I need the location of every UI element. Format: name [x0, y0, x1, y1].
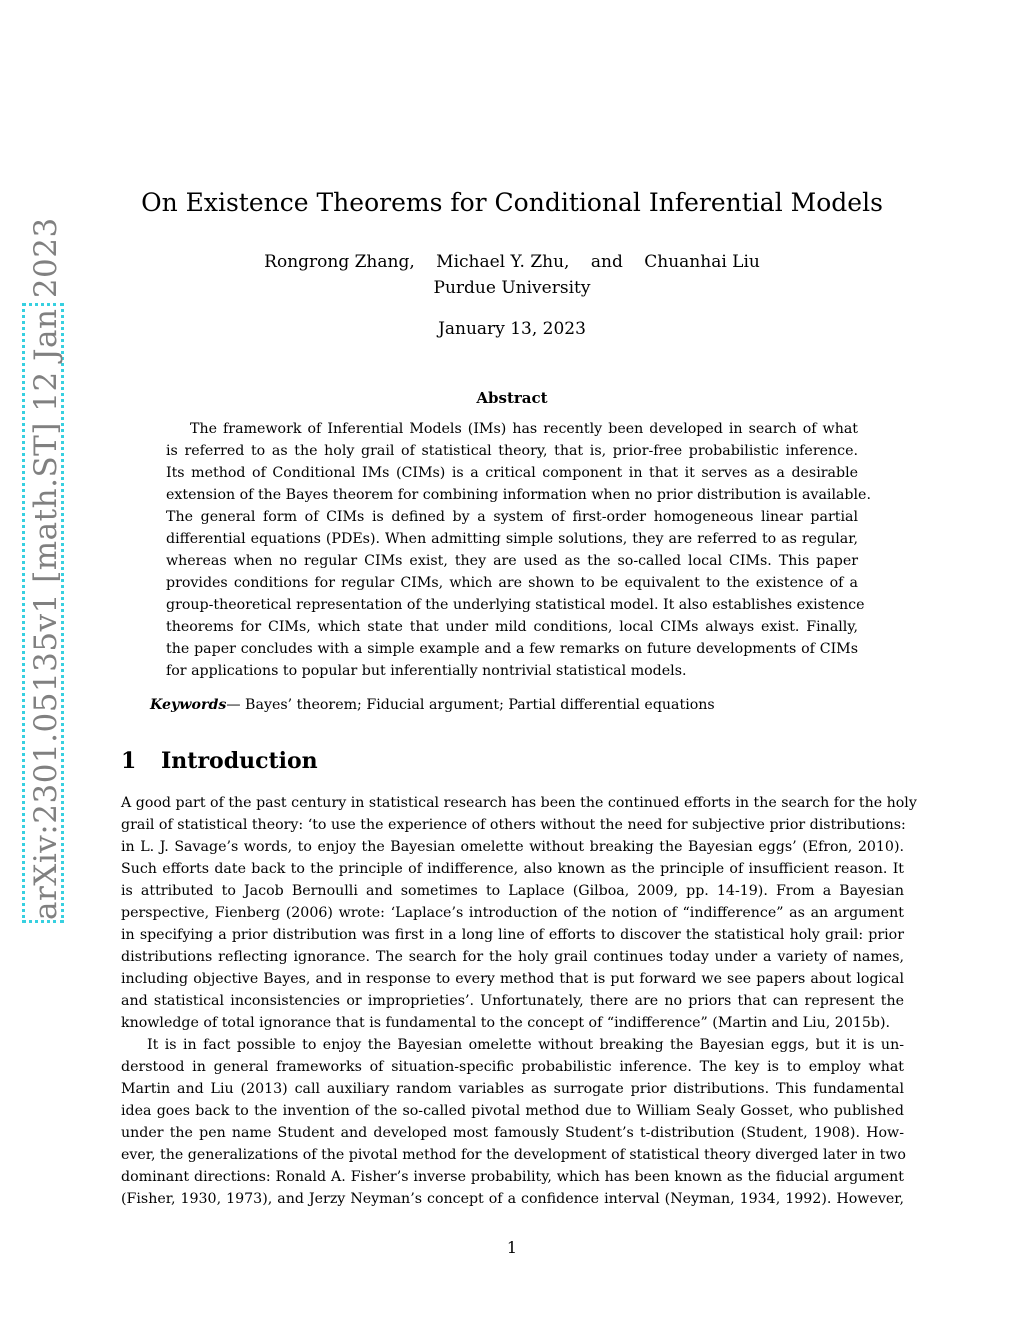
intro-line: grail of statistical theory: ‘to use the experience of others without the need for subjective prior distributions: — [121, 817, 906, 833]
author-2: Michael Y. Zhu, — [436, 252, 570, 272]
section-heading — [121, 748, 318, 774]
abstract-line: The framework of Inferential Models (IMs) has recently been developed in search of what — [190, 421, 858, 437]
arxiv-identifier-link[interactable]: arXiv:2301.05135v1 [math.ST] 12 Jan 2023 — [22, 303, 64, 923]
author-3: Chuanhai Liu — [644, 252, 760, 272]
abstract-line: the paper concludes with a simple example and a few remarks on future developments of CIMs — [166, 641, 858, 657]
abstract-line: for applications to popular but inferentially nontrivial statistical models. — [166, 663, 687, 679]
abstract-line: group-theoretical representation of the underlying statistical model. It also establishes existence — [166, 597, 865, 613]
abstract-line: provides conditions for regular CIMs, which are shown to be equivalent to the existence of a — [166, 575, 858, 591]
author-conjunction: and — [590, 252, 623, 272]
intro-line: perspective, Fienberg (2006) wrote: ‘Laplace’s introduction of the notion of “indifference” as an argument — [121, 905, 904, 921]
keywords — [150, 697, 715, 713]
intro-line: distributions reflecting ignorance. The search for the holy grail continues today under a variety of names, — [121, 949, 904, 965]
abstract-body — [166, 418, 871, 682]
intro-line: derstood in general frameworks of situation-specific probabilistic inference. The key is to employ what — [121, 1059, 904, 1075]
keywords-dash: — — [226, 697, 241, 713]
intro-line: in specifying a prior distribution was first in a long line of efforts to discover the statistical holy grail: prior — [121, 927, 904, 943]
intro-line: dominant directions: Ronald A. Fisher’s inverse probability, which has been known as the fiducial argument — [121, 1169, 904, 1185]
abstract-line: differential equations (PDEs). When admitting simple solutions, they are referred to as regular, — [166, 531, 858, 547]
intro-line: in L. J. Savage’s words, to enjoy the Bayesian omelette without breaking the Bayesian eggs’ (Efron, 2010). — [121, 839, 904, 855]
intro-line: Such efforts date back to the principle of indifference, also known as the principle of insufficient reason. It — [121, 861, 904, 877]
paper-title: On Existence Theorems for Conditional Inferential Models — [141, 188, 883, 217]
section-number: 1 — [121, 748, 137, 774]
section-title: Introduction — [161, 748, 318, 774]
abstract-line: theorems for CIMs, which state that under mild conditions, local CIMs always exist. Finally, — [166, 619, 858, 635]
intro-line: Martin and Liu (2013) call auxiliary random variables as surrogate prior distributions. This fundamental — [121, 1081, 904, 1097]
intro-line: knowledge of total ignorance that is fundamental to the concept of “indifference” (Martin and Liu, 2015b). — [121, 1015, 891, 1031]
paper-date: January 13, 2023 — [438, 319, 586, 339]
abstract-line: is referred to as the holy grail of statistical theory, that is, prior-free probabilistic inference. — [166, 443, 858, 459]
abstract-heading: Abstract — [476, 389, 548, 407]
author-list — [0, 252, 1024, 272]
page-number: 1 — [506, 1238, 518, 1257]
intro-line: ever, the generalizations of the pivotal method for the development of statistical theory diverged later in two — [121, 1147, 906, 1163]
keywords-label: Keywords — [150, 697, 227, 713]
intro-line: idea goes back to the invention of the so-called pivotal method due to William Sealy Gosset, who published — [121, 1103, 904, 1119]
intro-line: It is in fact possible to enjoy the Bayesian omelette without breaking the Bayesian eggs, but it is un- — [147, 1037, 904, 1053]
intro-line: is attributed to Jacob Bernoulli and sometimes to Laplace (Gilboa, 2009, pp. 14-19). From a Bayesian — [121, 883, 904, 899]
abstract-line: extension of the Bayes theorem for combining information when no prior distribution is available. — [166, 487, 871, 503]
intro-line: A good part of the past century in statistical research has been the continued efforts in the search for the holy — [121, 795, 917, 811]
keywords-text: Bayes’ theorem; Fiducial argument; Partial differential equations — [240, 697, 715, 713]
author-1: Rongrong Zhang, — [264, 252, 415, 272]
intro-line: under the pen name Student and developed most famously Student’s t-distribution (Student, 1908). How- — [121, 1125, 904, 1141]
affiliation: Purdue University — [433, 278, 591, 298]
intro-line: (Fisher, 1930, 1973), and Jerzy Neyman’s concept of a confidence interval (Neyman, 1934, 1992). However, — [121, 1191, 904, 1207]
abstract-line: The general form of CIMs is defined by a system of first-order homogeneous linear partial — [166, 509, 858, 525]
abstract-line: Its method of Conditional IMs (CIMs) is a critical component in that it serves as a desirable — [166, 465, 858, 481]
intro-line: including objective Bayes, and in response to every method that is put forward we see papers about logical — [121, 971, 904, 987]
intro-line: and statistical inconsistencies or improprieties’. Unfortunately, there are no priors that can represent the — [121, 993, 904, 1009]
introduction-body — [121, 792, 917, 1210]
abstract-line: whereas when no regular CIMs exist, they are used as the so-called local CIMs. This paper — [166, 553, 858, 569]
